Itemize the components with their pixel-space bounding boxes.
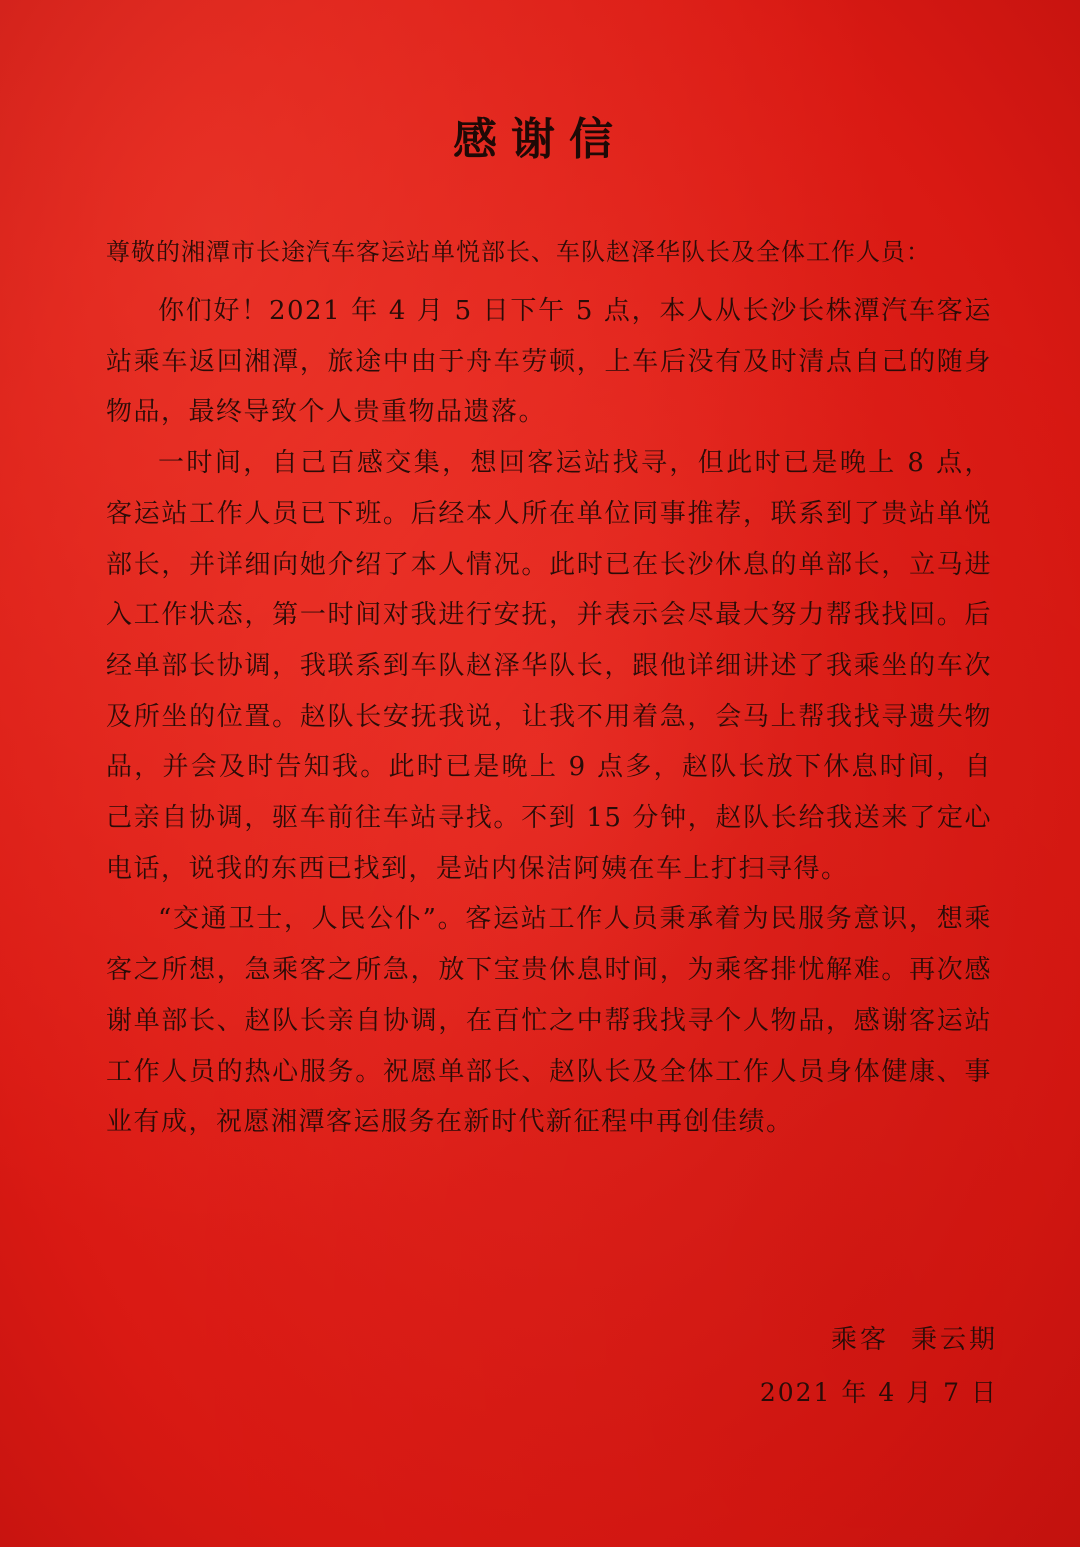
letter-date: 2021 年 4 月 7 日 (759, 1378, 998, 1407)
signer-label: 乘客 (830, 1325, 889, 1355)
letter-paragraph: 你们好！2021 年 4 月 5 日下午 5 点，本人从长沙长株潭汽车客运站乘车返回湘潭，旅途中由于舟车劳顿，上车后没有及时清点自己的随身物品，最终导致个人贵重物品遗落。 (106, 296, 992, 428)
signer-name: 秉云期 (910, 1325, 998, 1355)
letter-paragraph: “交通卫士，人民公仆”。客运站工作人员秉承着为民服务意识，想乘客之所想，急乘客之所急，放下宝贵休息时间，为乘客排忧解难。再次感谢单部长、赵队长亲自协调，在百忙之中帮我找寻个人物品，感谢客运站工作人员的热心服务。祝愿单部长、赵队长及全体工作人员身体健康、事业有成，祝愿湘潭客运服务在新时代新征程中再创佳绩。 (106, 904, 992, 1138)
letter-signoff (706, 1314, 998, 1420)
letter-salutation: 尊敬的湘潭市长途汽车客运站单悦部长、车队赵泽华队长及全体工作人员： (106, 238, 931, 266)
letter-body (106, 286, 992, 1148)
signer-line (706, 1314, 998, 1366)
letter-paragraph: 一时间，自己百感交集，想回客运站找寻，但此时已是晚上 8 点，客运站工作人员已下班。后经本人所在单位同事推荐，联系到了贵站单悦部长，并详细向她介绍了本人情况。此时已在长沙休息的单部长，立马进入工作状态，第一时间对我进行安抚，并表示会尽最大努力帮我找回。后经单部长协调，我联系到车队赵泽华队长，跟他详细讲述了我乘坐的车次及所坐的位置。赵队长安抚我说，让我不用着急，会马上帮我找寻遗失物品，并会及时告知我。此时已是晚上 9 点多，赵队长放下休息时间，自己亲自协调，驱车前往车站寻找。不到 15 分钟，赵队长给我送来了定心电话，说我的东西已找到，是站内保洁阿姨在车上打扫寻得。 (106, 448, 992, 884)
letter-title: 感谢信 (453, 114, 627, 165)
